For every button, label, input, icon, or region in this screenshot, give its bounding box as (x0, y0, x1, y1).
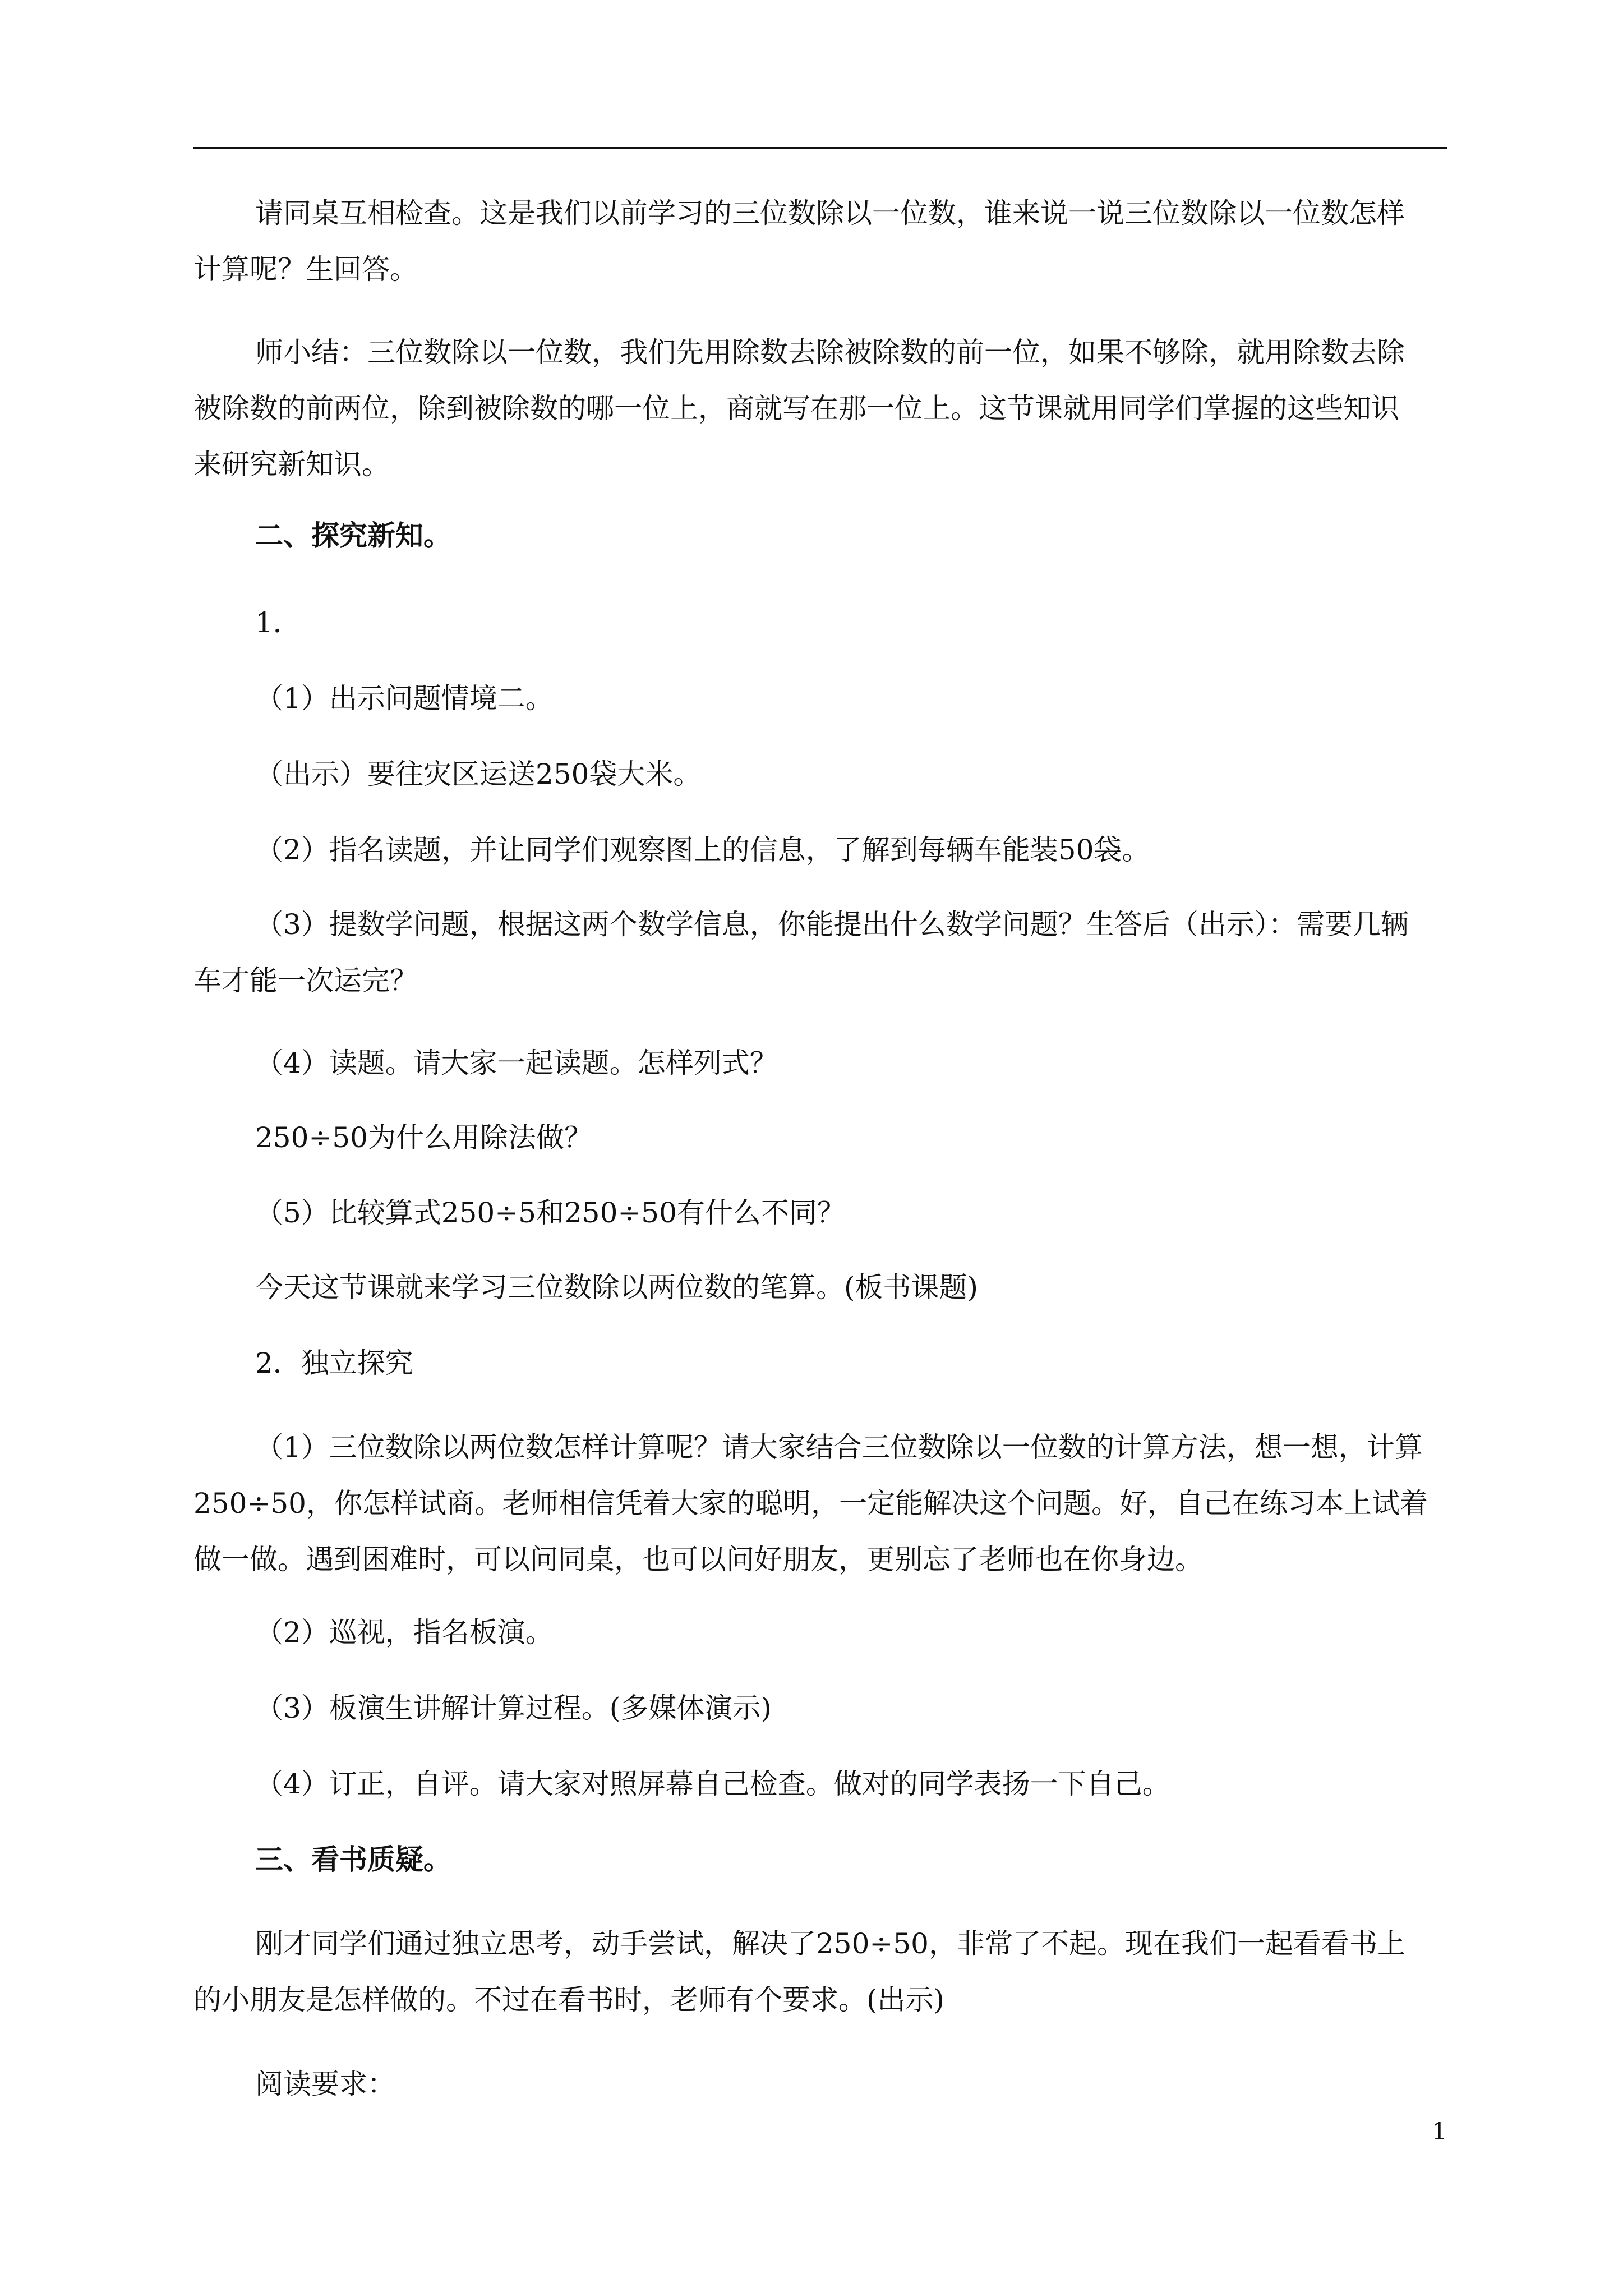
text-line: （1）出示问题情境二。 (255, 682, 554, 715)
text-line: 250÷50为什么用除法做？ (255, 1121, 592, 1154)
text-line: 车才能一次运完？ (193, 964, 418, 997)
header-rule (193, 147, 1447, 149)
text-line: 二、探究新知。 (255, 519, 451, 552)
paragraph (255, 2056, 1447, 2112)
text-line: 做一做。遇到困难时，可以问同桌，也可以问好朋友，更别忘了老师也在你身边。 (193, 1543, 1203, 1576)
text-line: （2）巡视，指名板演。 (255, 1616, 554, 1649)
text-line: 计算呢？生回答。 (193, 253, 418, 286)
text-line: 师小结：三位数除以一位数，我们先用除数去除被除数的前一位，如果不够除，就用除数去除 (255, 336, 1405, 369)
text-line: （4）订正，自评。请大家对照屏幕自己检查。做对的同学表扬一下自己。 (255, 1768, 1170, 1800)
paragraph-continuation (193, 380, 1447, 493)
text-line: （4）读题。请大家一起读题。怎样列式？ (255, 1047, 778, 1079)
paragraph-continuation (193, 1475, 1447, 1588)
paragraph (255, 595, 1447, 651)
text-line: （3）板演生讲解计算过程。(多媒体演示) (255, 1692, 772, 1724)
text-line: 的小朋友是怎样做的。不过在看书时，老师有个要求。(出示) (193, 1984, 945, 2016)
paragraph-continuation (193, 953, 1447, 1009)
paragraph (255, 324, 1447, 380)
text-line: 今天这节课就来学习三位数除以两位数的笔算。(板书课题) (255, 1271, 979, 1304)
text-line: （2）指名读题，并让同学们观察图上的信息，了解到每辆车能装50袋。 (255, 834, 1150, 866)
paragraph (255, 1756, 1447, 1812)
section-heading (255, 508, 1447, 564)
paragraph (255, 1035, 1447, 1091)
paragraph (255, 1680, 1447, 1736)
paragraph (255, 1419, 1447, 1475)
paragraph (255, 185, 1447, 241)
text-line: （1）三位数除以两位数怎样计算呢？请大家结合三位数除以一位数的计算方法，想一想，计算 (255, 1431, 1423, 1464)
text-line: 阅读要求： (255, 2068, 395, 2100)
paragraph-continuation (193, 1972, 1447, 2028)
text-line: （5）比较算式250÷5和250÷50有什么不同？ (255, 1197, 845, 1229)
paragraph (255, 746, 1447, 802)
text-line: 2．独立探究 (255, 1347, 413, 1379)
text-line: 请同桌互相检查。这是我们以前学习的三位数除以一位数，谁来说一说三位数除以一位数怎样 (255, 197, 1405, 229)
text-line: （3）提数学问题，根据这两个数学信息，你能提出什么数学问题？生答后（出示）：需要几辆 (255, 908, 1409, 941)
paragraph (255, 1916, 1447, 1972)
text-line: 刚才同学们通过独立思考，动手尝试，解决了250÷50，非常了不起。现在我们一起看看书上 (255, 1927, 1405, 1960)
section-heading (255, 1832, 1447, 1888)
paragraph (255, 1335, 1447, 1391)
text-line: 1． (255, 606, 301, 639)
paragraph (255, 1259, 1447, 1315)
text-line: 来研究新知识。 (193, 448, 390, 481)
paragraph-continuation (193, 241, 1447, 297)
text-line: 三、看书质疑。 (255, 1843, 451, 1876)
text-line: 250÷50，你怎样试商。老师相信凭着大家的聪明，一定能解决这个问题。好，自己在练习本上试着 (193, 1487, 1428, 1520)
paragraph (255, 896, 1447, 953)
text-line: 被除数的前两位，除到被除数的哪一位上，商就写在那一位上。这节课就用同学们掌握的这些知识 (193, 392, 1399, 425)
paragraph (255, 822, 1447, 878)
text-line: （出示）要往灾区运送250袋大米。 (255, 758, 702, 790)
paragraph (255, 1604, 1447, 1660)
paragraph (255, 1110, 1509, 1166)
paragraph (255, 1185, 1447, 1241)
paragraph (255, 670, 1447, 726)
page-number: 1 (1432, 2118, 1447, 2145)
